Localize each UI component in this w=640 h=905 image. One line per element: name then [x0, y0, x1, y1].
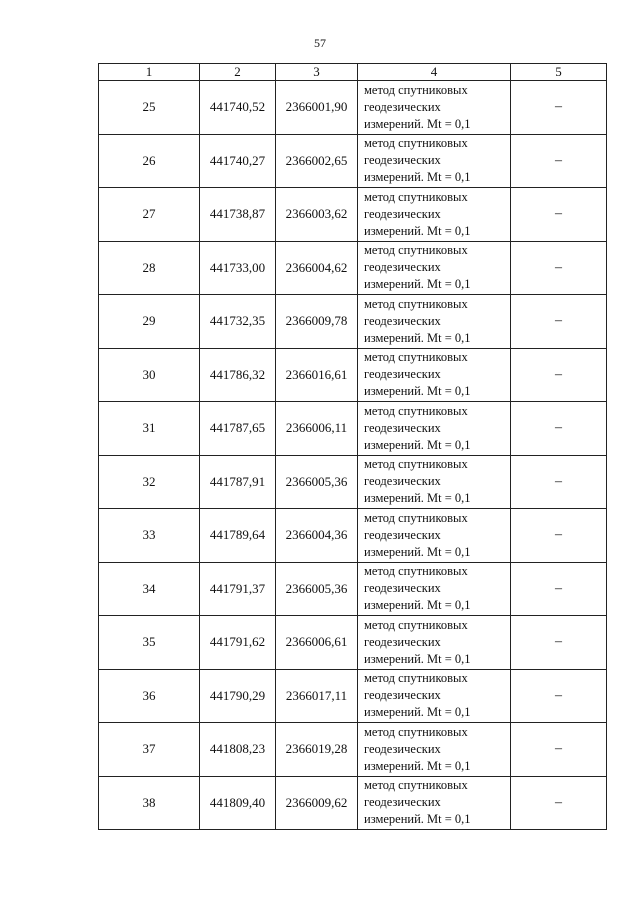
table-row [99, 509, 607, 563]
point-number-cell: 36 [99, 669, 200, 723]
coordinate-x-cell: 441791,62 [200, 616, 276, 670]
coordinate-y-cell: 2366004,62 [276, 241, 358, 295]
point-number-cell: 38 [99, 776, 200, 830]
method-line: геодезических [364, 206, 441, 221]
method-cell [358, 562, 511, 616]
method-line: метод спутниковых [364, 350, 468, 365]
method-cell [358, 348, 511, 402]
method-cell [358, 295, 511, 349]
table-row [99, 723, 607, 777]
coordinate-x-cell: 441791,37 [200, 562, 276, 616]
method-line: метод спутниковых [364, 510, 468, 525]
table-header [99, 64, 607, 81]
method-line: геодезических [364, 741, 441, 756]
method-cell [358, 455, 511, 509]
coordinate-x-cell: 441732,35 [200, 295, 276, 349]
note-cell: – [511, 509, 607, 563]
method-line: геодезических [364, 634, 441, 649]
note-cell: – [511, 455, 607, 509]
method-line: метод спутниковых [364, 296, 468, 311]
header-col-4: 4 [358, 64, 511, 81]
coordinate-x-cell: 441740,52 [200, 81, 276, 135]
method-cell [358, 723, 511, 777]
coordinates-table [98, 63, 607, 830]
method-cell [358, 81, 511, 135]
note-cell: – [511, 723, 607, 777]
coordinate-x-cell: 441787,65 [200, 402, 276, 456]
method-line: метод спутниковых [364, 243, 468, 258]
method-line: измерений. Mt = 0,1 [364, 705, 471, 720]
method-line: метод спутниковых [364, 189, 468, 204]
coordinate-y-cell: 2366006,61 [276, 616, 358, 670]
point-number-cell: 26 [99, 134, 200, 188]
point-number-cell: 34 [99, 562, 200, 616]
method-line: измерений. Mt = 0,1 [364, 384, 471, 399]
method-line: геодезических [364, 795, 441, 810]
method-line: геодезических [364, 99, 441, 114]
header-col-2: 2 [200, 64, 276, 81]
method-line: измерений. Mt = 0,1 [364, 758, 471, 773]
point-number-cell: 31 [99, 402, 200, 456]
note-cell: – [511, 81, 607, 135]
coordinate-y-cell: 2366009,62 [276, 776, 358, 830]
method-line: геодезических [364, 367, 441, 382]
coordinate-x-cell: 441789,64 [200, 509, 276, 563]
coordinate-y-cell: 2366009,78 [276, 295, 358, 349]
point-number-cell: 27 [99, 188, 200, 242]
method-line: метод спутниковых [364, 671, 468, 686]
note-cell: – [511, 134, 607, 188]
coordinate-y-cell: 2366004,36 [276, 509, 358, 563]
method-line: геодезических [364, 153, 441, 168]
header-col-3: 3 [276, 64, 358, 81]
table-row [99, 241, 607, 295]
method-line: геодезических [364, 527, 441, 542]
method-cell [358, 402, 511, 456]
method-line: метод спутниковых [364, 724, 468, 739]
note-cell: – [511, 241, 607, 295]
coordinate-x-cell: 441809,40 [200, 776, 276, 830]
coordinate-y-cell: 2366019,28 [276, 723, 358, 777]
coordinate-y-cell: 2366006,11 [276, 402, 358, 456]
method-cell [358, 134, 511, 188]
table-row [99, 669, 607, 723]
table-row [99, 81, 607, 135]
point-number-cell: 30 [99, 348, 200, 402]
table-row [99, 616, 607, 670]
method-line: измерений. Mt = 0,1 [364, 223, 471, 238]
note-cell: – [511, 616, 607, 670]
method-line: метод спутниковых [364, 403, 468, 418]
method-cell [358, 509, 511, 563]
point-number-cell: 35 [99, 616, 200, 670]
point-number-cell: 37 [99, 723, 200, 777]
method-line: измерений. Mt = 0,1 [364, 116, 471, 131]
method-line: геодезических [364, 581, 441, 596]
coordinate-x-cell: 441790,29 [200, 669, 276, 723]
coordinate-y-cell: 2366001,90 [276, 81, 358, 135]
coordinate-x-cell: 441733,00 [200, 241, 276, 295]
note-cell: – [511, 295, 607, 349]
method-line: измерений. Mt = 0,1 [364, 491, 471, 506]
note-cell: – [511, 188, 607, 242]
coordinate-x-cell: 441808,23 [200, 723, 276, 777]
method-line: измерений. Mt = 0,1 [364, 170, 471, 185]
method-line: геодезических [364, 420, 441, 435]
table-row [99, 776, 607, 830]
coordinate-y-cell: 2366016,61 [276, 348, 358, 402]
point-number-cell: 33 [99, 509, 200, 563]
method-line: метод спутниковых [364, 778, 468, 793]
coordinate-y-cell: 2366017,11 [276, 669, 358, 723]
coordinate-x-cell: 441738,87 [200, 188, 276, 242]
table-row [99, 455, 607, 509]
method-line: геодезических [364, 688, 441, 703]
method-cell [358, 616, 511, 670]
coordinate-y-cell: 2366005,36 [276, 455, 358, 509]
coordinate-y-cell: 2366005,36 [276, 562, 358, 616]
method-line: измерений. Mt = 0,1 [364, 598, 471, 613]
table-row [99, 562, 607, 616]
coordinate-x-cell: 441740,27 [200, 134, 276, 188]
table-row [99, 134, 607, 188]
method-cell [358, 188, 511, 242]
coordinate-x-cell: 441786,32 [200, 348, 276, 402]
method-line: метод спутниковых [364, 136, 468, 151]
table-body [99, 81, 607, 830]
method-line: геодезических [364, 313, 441, 328]
note-cell: – [511, 669, 607, 723]
table-row [99, 295, 607, 349]
note-cell: – [511, 348, 607, 402]
point-number-cell: 29 [99, 295, 200, 349]
method-line: измерений. Mt = 0,1 [364, 651, 471, 666]
method-cell [358, 776, 511, 830]
method-line: измерений. Mt = 0,1 [364, 330, 471, 345]
coordinate-y-cell: 2366002,65 [276, 134, 358, 188]
coordinate-y-cell: 2366003,62 [276, 188, 358, 242]
method-cell [358, 669, 511, 723]
page-number: 57 [314, 36, 326, 50]
header-col-5: 5 [511, 64, 607, 81]
method-cell [358, 241, 511, 295]
table-row [99, 188, 607, 242]
method-line: измерений. Mt = 0,1 [364, 812, 471, 827]
table-row [99, 402, 607, 456]
header-row [99, 64, 607, 81]
method-line: метод спутниковых [364, 564, 468, 579]
method-line: метод спутниковых [364, 82, 468, 97]
coordinate-x-cell: 441787,91 [200, 455, 276, 509]
method-line: метод спутниковых [364, 617, 468, 632]
method-line: геодезических [364, 260, 441, 275]
method-line: измерений. Mt = 0,1 [364, 277, 471, 292]
header-col-1: 1 [99, 64, 200, 81]
point-number-cell: 28 [99, 241, 200, 295]
table-row [99, 348, 607, 402]
point-number-cell: 25 [99, 81, 200, 135]
method-line: метод спутниковых [364, 457, 468, 472]
note-cell: – [511, 402, 607, 456]
method-line: измерений. Mt = 0,1 [364, 544, 471, 559]
method-line: измерений. Mt = 0,1 [364, 437, 471, 452]
note-cell: – [511, 776, 607, 830]
note-cell: – [511, 562, 607, 616]
method-line: геодезических [364, 474, 441, 489]
point-number-cell: 32 [99, 455, 200, 509]
